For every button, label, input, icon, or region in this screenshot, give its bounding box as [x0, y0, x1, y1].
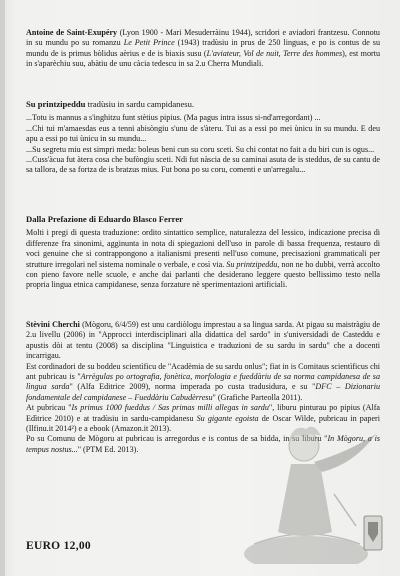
translator-text: Po su Comunu de Mògoru at pubricau is arregordus e is contus de sa bidda, in su liburu "	[26, 434, 328, 444]
publication-title: Is primus 1000 fueddus / Sas primas milli allegas in sardu	[71, 403, 269, 413]
translator-text: At pubricau "	[26, 403, 72, 413]
page-edge-shadow	[0, 0, 5, 576]
book-titles: L'aviateur, Vol de nuit, Terre des hommes	[206, 48, 343, 58]
price-label: EURO 12,00	[26, 540, 91, 552]
publication-title: In Mògoru, a is tempus nostus...	[26, 434, 380, 454]
author-name: Antoine de Saint-Exupéry	[26, 28, 118, 37]
publication-title: DFC – Dizionariu fondamentale del campidanese – Fueddàriu Cabudèrresu	[26, 382, 380, 402]
preface-text: , non ne ho dubbi, verrà accolto con pieno favore nelle scuole, e anche dai parlanti che desiderano leggere questo bellissimo testo nella propria lingua etnica campidanese, senza forzature nè sperimentazioni artificiali.	[26, 259, 380, 290]
prince-scarf	[314, 434, 376, 472]
translator-text: de Oscar Wilde, pubricau in paperi (Ilfinu.it 2014²) e a ebook (Amazon.it 2013).	[26, 413, 380, 434]
translator-text: " (Alfa Editrice 2009), norma imperada po custa tradusidura, e su "	[69, 382, 316, 392]
preface-section	[26, 214, 380, 291]
book-title: Le Petit Prince	[123, 38, 175, 48]
book-title-sardinian: Su printzipeddu	[26, 99, 86, 109]
quote-line: ...Chi tui m'amaesdas eus a tenni abisòngiu s'unu de s'àteru. Tui as a essi po mei ùnicu in su mundu. E deu apu a essi po tui ùnicu in su mundu...	[26, 123, 380, 144]
preface-heading: Dalla Prefazione di Eduardo Blasco Ferrer	[26, 214, 183, 224]
publication-title: Su gigante egoista	[196, 413, 259, 423]
quotes-heading	[26, 99, 380, 109]
preface-paragraph	[26, 228, 380, 290]
translator-text: Est cordinadori de su boddeu scientìficu de "Acadèmia de su sardu onlus"; fiat in is Comitaus scientìficus chi ant pubricau is "	[26, 361, 380, 382]
quote-line: ...Su segretu miu est simpri meda: boleus beni cun su coru sceti. Su chi contat no fait a du biri cun is ogus...	[26, 144, 375, 154]
translator-name: Stèvini Cherchi	[26, 320, 80, 329]
quote-line: ...Cuss'àcua fut àtera cosa che bufòngiu sceti. Ndi fut nàscia de su caminai asuta de is steddus, de su cantu de sa tallora, de sa fortza de is bratzus mius. Fut bona po su coru, comenti e un'arregalu...	[26, 155, 380, 175]
author-bio-section	[26, 28, 380, 70]
publication-title: Arrègulas po ortografia, fonètica, morfologia e fueddàriu de sa norma campidanesa de sa lìngua sarda	[26, 372, 380, 392]
translator-paragraph	[26, 320, 380, 362]
bio-text: (Lyon 1900 - Mari Mesuderràinu 1944), scridori e aviadori frantzesu. Connotu in su mundu po su romanzu	[26, 28, 380, 48]
bio-text: ), est mortu in s'aparèchiu suu, abàtiu de unu càcia tedescu in sa 2.u Cherra Mundiali.	[26, 48, 381, 69]
translator-text: ", liburu pinturau po pipius (Alfa Edìtrice 2010) e at tradùsiu in sardu-campidanesu	[26, 403, 380, 423]
preface-text: Molti i pregi di questa traduzione: ordito sintattico semplice, naturalezza del lessico, indicazione precisa di differenze fra sinonimi, agginunta in nota di spiegazioni dell'uso in parole di bassa frequenza, restauro di voci genuine che si contrappongono a italianismi presenti nell'uso comune, precisazioni grammaticali per strutture irregolari nel sistema nominale o verbale, e così via.	[26, 228, 380, 269]
translator-paragraph	[26, 362, 380, 404]
author-bio-paragraph	[26, 28, 380, 70]
quote-line: ...Totu is mannus a s'inghitzu funt stètius pipius. (Ma pagus intra issus si-nd'arregordant) ...	[26, 113, 321, 123]
bio-text: (1943) tradùsiu in prus de 250 linguas, e po is contus de su mundu de is primus bòlidus aèrius e de is biaxis susu (	[26, 38, 380, 58]
prince-coat	[278, 464, 332, 536]
translator-text: " (PTM Ed. 2013).	[77, 444, 139, 454]
little-prince-illustration	[236, 404, 386, 564]
translator-text: " (Grafiche Parteolla 2011).	[212, 392, 303, 402]
publisher-logo	[364, 516, 382, 550]
translator-text: (Mògoru, 6/4/59) est unu cardiòlogu imprestau a sa lingua sarda. At pigau su maistràgiu de 2.u livellu (2006) in "Approcci interdisciplinari alla didattica del sardo" in s'universidadi de Casteddu e apustis dòi at tentu (2008) sa disciplina "Linguistica e traduzioni de su sardu in sardu" che a docenti incarrigau.	[26, 320, 380, 361]
quotes-section	[26, 99, 380, 176]
heading-rest: tradùsiu in sardu campidanesu.	[85, 99, 195, 109]
book-title: Su printzipeddu	[226, 259, 278, 269]
